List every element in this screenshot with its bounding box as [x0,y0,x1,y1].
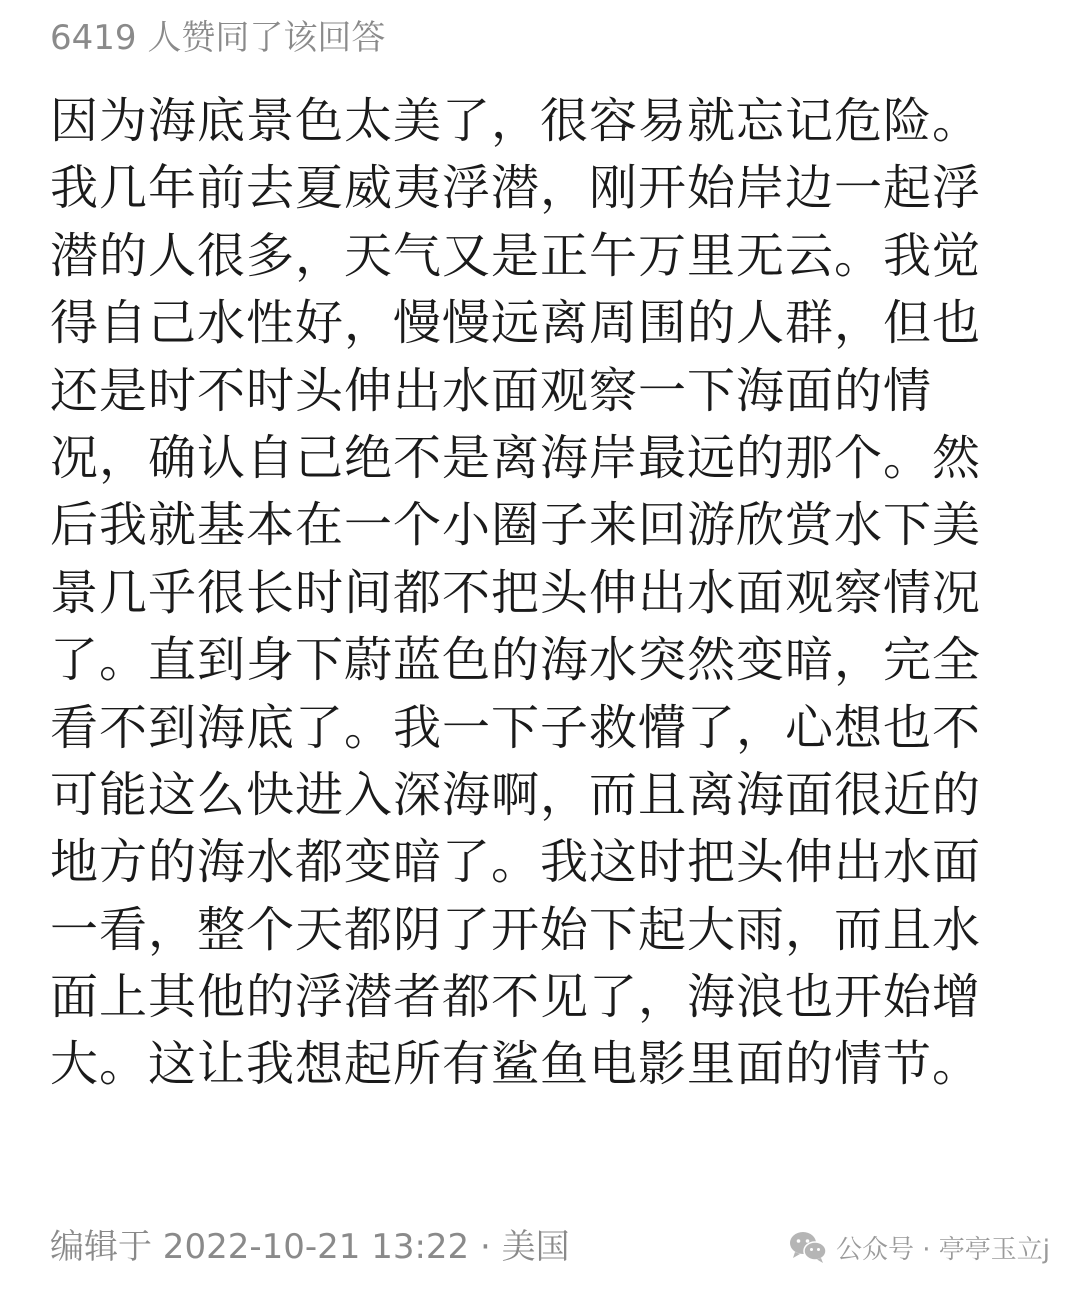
answer-line: 景几乎很长时间都不把头伸出水面观察情况 [50,564,982,621]
answer-line: 面上其他的浮潜者都不见了，海浪也开始增 [50,969,982,1026]
answer-line: 潜的人很多，天气又是正午万里无云。我觉 [50,227,982,284]
edit-timestamp: 编辑于 2022-10-21 13:22 · 美国 [50,1227,570,1267]
answer-body [50,88,1030,1099]
answer-line: 可能这么快进入深海啊，而且离海面很近的 [50,766,982,823]
wechat-icon [788,1230,828,1264]
answer-line: 后我就基本在一个小圈子来回游欣赏水下美 [50,497,982,554]
watermark-text: 公众号 · 亭亭玉立j [835,1234,1050,1265]
answer-line: 一看，整个天都阴了开始下起大雨，而且水 [50,901,982,958]
answer-line: 看不到海底了。我一下子救懵了，心想也不 [50,699,982,756]
answer-footer [50,1222,1050,1272]
answer-line: 得自己水性好，慢慢远离周围的人群，但也 [50,295,982,352]
answer-line: 了。直到身下蔚蓝色的海水突然变暗，完全 [50,632,982,689]
answer-line: 还是时不时头伸出水面观察一下海面的情 [50,362,933,419]
answer-line: 地方的海水都变暗了。我这时把头伸出水面 [50,834,982,891]
answer-line: 因为海底景色太美了，很容易就忘记危险。 [50,93,982,149]
upvote-count: 6419 人赞同了该回答 [50,18,386,58]
answer-line: 况，确认自己绝不是离海岸最远的那个。然 [50,429,982,486]
answer-line: 我几年前去夏威夷浮潜，刚开始岸边一起浮 [50,160,982,217]
watermark [788,1229,1050,1266]
answer-line: 大。这让我想起所有鲨鱼电影里面的情节。 [50,1036,982,1093]
